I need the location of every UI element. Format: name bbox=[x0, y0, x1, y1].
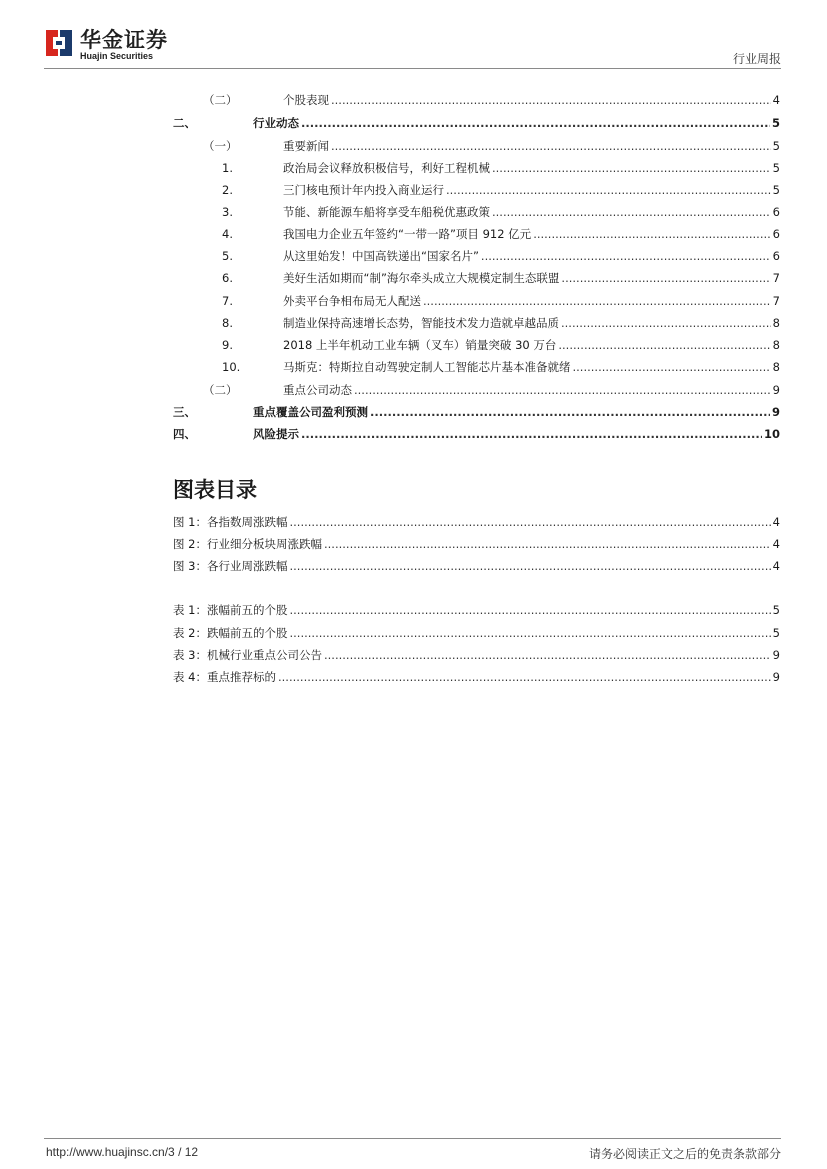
toc-page: 5 bbox=[772, 139, 780, 153]
toc-page: 9 bbox=[772, 383, 780, 397]
toc-title: 2018 上半年机动工业车辆（叉车）销量突破 30 万台 bbox=[283, 338, 557, 352]
dot-leader bbox=[423, 291, 771, 311]
toc-page: 5 bbox=[772, 161, 780, 175]
figure-page: 4 bbox=[772, 537, 780, 551]
dot-leader bbox=[301, 424, 762, 444]
figure-row[interactable] bbox=[0, 534, 827, 554]
table-page: 5 bbox=[772, 603, 780, 617]
dot-leader bbox=[331, 90, 771, 110]
toc-page: 8 bbox=[772, 360, 780, 374]
toc-title: 制造业保持高速增长态势，智能技术发力造就卓越品质 bbox=[283, 316, 559, 330]
toc-title: 我国电力企业五年签约“一带一路”项目 912 亿元 bbox=[283, 227, 532, 241]
toc-entry bbox=[283, 90, 780, 110]
report-type-label: 行业周报 bbox=[732, 52, 781, 66]
dot-leader bbox=[446, 180, 771, 200]
toc-number: 3. bbox=[222, 205, 233, 219]
table-entry bbox=[173, 645, 780, 665]
toc-entry bbox=[283, 335, 780, 355]
toc-page: 5 bbox=[771, 116, 780, 130]
toc-page: 8 bbox=[772, 316, 780, 330]
toc-number: 1. bbox=[222, 161, 233, 175]
toc-row[interactable] bbox=[0, 136, 827, 156]
company-logo bbox=[44, 28, 184, 62]
toc-title: 重点覆盖公司盈利预测 bbox=[253, 405, 368, 419]
toc-number: （二） bbox=[203, 383, 238, 397]
toc-row[interactable] bbox=[0, 268, 827, 288]
toc-page: 6 bbox=[772, 205, 780, 219]
page-header bbox=[0, 0, 827, 70]
figure-page: 4 bbox=[772, 559, 780, 573]
toc-number: （一） bbox=[203, 139, 238, 153]
figure-page: 4 bbox=[772, 515, 780, 529]
dot-leader bbox=[558, 335, 770, 355]
dot-leader bbox=[573, 357, 771, 377]
toc-entry bbox=[283, 202, 780, 222]
table-entry bbox=[173, 623, 780, 643]
toc-entry bbox=[283, 224, 780, 244]
toc-entry bbox=[283, 291, 780, 311]
dot-leader bbox=[370, 402, 770, 422]
toc-page: 4 bbox=[772, 93, 780, 107]
toc-row[interactable] bbox=[0, 180, 827, 200]
toc-number: 10. bbox=[222, 360, 241, 374]
toc-number: （二） bbox=[203, 93, 238, 107]
toc-row[interactable] bbox=[0, 335, 827, 355]
toc-page: 10 bbox=[763, 427, 780, 441]
toc-row[interactable] bbox=[0, 224, 827, 244]
dot-leader bbox=[492, 158, 771, 178]
dot-leader bbox=[289, 600, 770, 620]
toc-title: 个股表现 bbox=[283, 93, 329, 107]
toc-number: 三、 bbox=[173, 405, 196, 419]
toc-entry bbox=[283, 268, 780, 288]
toc-page: 9 bbox=[771, 405, 780, 419]
toc-entry bbox=[253, 402, 780, 422]
toc-entry bbox=[253, 424, 780, 444]
table-title: 表 4：重点推荐标的 bbox=[173, 670, 276, 684]
header-divider bbox=[44, 68, 781, 69]
toc-page: 5 bbox=[772, 183, 780, 197]
toc-entry bbox=[283, 136, 780, 156]
table-page: 9 bbox=[772, 648, 780, 662]
dot-leader bbox=[289, 623, 770, 643]
toc-page: 6 bbox=[772, 249, 780, 263]
toc-title: 马斯克：特斯拉自动驾驶定制人工智能芯片基本准备就绪 bbox=[283, 360, 571, 374]
toc-row[interactable] bbox=[0, 380, 827, 400]
toc-number: 二、 bbox=[173, 116, 196, 130]
toc-title: 外卖平台争相布局无人配送 bbox=[283, 294, 421, 308]
dot-leader bbox=[354, 380, 771, 400]
huajin-logo-icon bbox=[44, 28, 74, 58]
toc-entry bbox=[283, 357, 780, 377]
table-page: 9 bbox=[772, 670, 780, 684]
toc-entry bbox=[283, 246, 780, 266]
toc-title: 从这里始发！中国高铁递出“国家名片” bbox=[283, 249, 479, 263]
dot-leader bbox=[481, 246, 771, 266]
toc-row[interactable] bbox=[0, 202, 827, 222]
logo-chinese-name: 华金证券 bbox=[80, 28, 168, 52]
toc-row[interactable] bbox=[0, 291, 827, 311]
toc-title: 三门核电预计年内投入商业运行 bbox=[283, 183, 444, 197]
footer-divider bbox=[44, 1138, 781, 1139]
table-row[interactable] bbox=[0, 600, 827, 620]
toc-page: 8 bbox=[772, 338, 780, 352]
toc-title: 风险提示 bbox=[253, 427, 299, 441]
footer-disclaimer: 请务必阅读正文之后的免责条款部分 bbox=[588, 1147, 781, 1161]
toc-entry bbox=[283, 158, 780, 178]
toc-row[interactable] bbox=[0, 357, 827, 377]
footer-url-page[interactable]: http://www.huajinsc.cn/3 / 12 bbox=[46, 1145, 199, 1159]
toc-number: 6. bbox=[222, 271, 233, 285]
toc-entry bbox=[283, 380, 780, 400]
dot-leader bbox=[533, 224, 770, 244]
dot-leader bbox=[324, 645, 771, 665]
toc-row[interactable] bbox=[0, 158, 827, 178]
toc-number: 2. bbox=[222, 183, 233, 197]
table-title: 表 2：跌幅前五的个股 bbox=[173, 626, 288, 640]
toc-row[interactable] bbox=[0, 424, 827, 444]
toc-page: 7 bbox=[772, 294, 780, 308]
dot-leader bbox=[561, 313, 771, 333]
figure-entry bbox=[173, 512, 780, 532]
toc-row[interactable] bbox=[0, 402, 827, 422]
toc-entry bbox=[283, 180, 780, 200]
dot-leader bbox=[301, 113, 770, 133]
table-entry bbox=[173, 667, 780, 687]
dot-leader bbox=[331, 136, 771, 156]
toc-number: 4. bbox=[222, 227, 233, 241]
toc-number: 8. bbox=[222, 316, 233, 330]
toc-number: 9. bbox=[222, 338, 233, 352]
toc-row[interactable] bbox=[0, 313, 827, 333]
dot-leader bbox=[492, 202, 771, 222]
table-page: 5 bbox=[772, 626, 780, 640]
dot-leader bbox=[278, 667, 771, 687]
dot-leader bbox=[289, 512, 770, 532]
figures-index-title: 图表目录 bbox=[173, 478, 257, 502]
toc-title: 政治局会议释放积极信号，利好工程机械 bbox=[283, 161, 490, 175]
table-row[interactable] bbox=[0, 623, 827, 643]
toc-page: 7 bbox=[772, 271, 780, 285]
toc-title: 重点公司动态 bbox=[283, 383, 352, 397]
dot-leader bbox=[289, 556, 770, 576]
figure-title: 图 2：行业细分板块周涨跌幅 bbox=[173, 537, 322, 551]
toc-number: 5. bbox=[222, 249, 233, 263]
figure-title: 图 1：各指数周涨跌幅 bbox=[173, 515, 288, 529]
table-row[interactable] bbox=[0, 667, 827, 687]
dot-leader bbox=[561, 268, 770, 288]
figure-entry bbox=[173, 534, 780, 554]
logo-english-name: Huajin Securities bbox=[80, 51, 154, 61]
table-title: 表 1：涨幅前五的个股 bbox=[173, 603, 288, 617]
toc-number: 7. bbox=[222, 294, 233, 308]
toc-number: 四、 bbox=[173, 427, 196, 441]
figure-row[interactable] bbox=[0, 512, 827, 532]
toc-entry bbox=[283, 313, 780, 333]
figure-entry bbox=[173, 556, 780, 576]
figure-title: 图 3：各行业周涨跌幅 bbox=[173, 559, 288, 573]
toc-row[interactable] bbox=[0, 90, 827, 110]
toc-row[interactable] bbox=[0, 246, 827, 266]
table-row[interactable] bbox=[0, 645, 827, 665]
table-title: 表 3：机械行业重点公司公告 bbox=[173, 648, 322, 662]
toc-title: 节能、新能源车船将享受车船税优惠政策 bbox=[283, 205, 490, 219]
figure-row[interactable] bbox=[0, 556, 827, 576]
toc-row[interactable] bbox=[0, 113, 827, 133]
toc-page: 6 bbox=[772, 227, 780, 241]
toc-title: 美好生活如期而“制”海尔牵头成立大规模定制生态联盟 bbox=[283, 271, 560, 285]
toc-title: 行业动态 bbox=[253, 116, 299, 130]
table-entry bbox=[173, 600, 780, 620]
dot-leader bbox=[324, 534, 771, 554]
toc-title: 重要新闻 bbox=[283, 139, 329, 153]
toc-entry bbox=[253, 113, 780, 133]
